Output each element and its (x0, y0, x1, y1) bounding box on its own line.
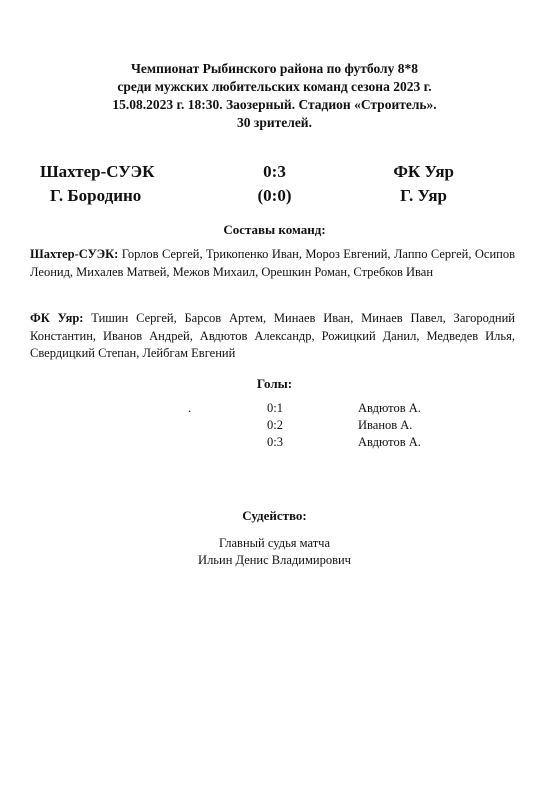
home-lineup-players: Горлов Сергей, Трикопенко Иван, Мороз Евгений, Лаппо Сергей, Осипов Леонид, Михалев Матвей, Межов Михаил, Орешкин Роман, Стребков Иван (30, 247, 515, 279)
referee-block (0, 535, 549, 569)
score-row-cities (0, 184, 549, 208)
goals-list (0, 400, 549, 451)
lineups-title: Составы команд: (223, 222, 326, 237)
referee-name: Ильин Денис Владимирович (198, 553, 351, 567)
championship-title: Чемпионат Рыбинского района по футболу 8*8 (130, 61, 418, 76)
championship-subtitle: среди мужских любительских команд сезона 2023 г. (117, 79, 432, 94)
home-lineup-label: Шахтер-СУЭК: (30, 247, 119, 261)
referee-role: Главный судья матча (218, 536, 330, 550)
away-team: ФК Уяр (393, 162, 454, 181)
goal-row (0, 434, 549, 451)
home-team: Шахтер-СУЭК (40, 162, 155, 181)
halftime-score: (0:0) (257, 186, 292, 205)
goal-scorer: Авдютов А. (358, 435, 421, 449)
goal-row (0, 417, 549, 434)
final-score: 0:3 (263, 162, 286, 181)
goal-score: 0:2 (267, 418, 283, 432)
away-lineup-label: ФК Уяр: (30, 311, 84, 325)
score-table (0, 160, 549, 208)
goals-title: Голы: (256, 376, 293, 391)
goal-score: 0:3 (267, 435, 283, 449)
match-date-venue: 15.08.2023 г. 18:30. Заозерный. Стадион «Строитель». (112, 97, 437, 112)
goal-scorer: Авдютов А. (358, 401, 421, 415)
away-city: Г. Уяр (400, 186, 447, 205)
away-lineup (30, 310, 515, 363)
home-lineup (30, 246, 515, 281)
attendance: 30 зрителей. (237, 115, 312, 130)
goal-row (0, 400, 549, 417)
score-row-teams (0, 160, 549, 184)
goal-scorer: Иванов А. (358, 418, 413, 432)
match-header (0, 60, 549, 132)
referee-title: Судейство: (242, 508, 307, 523)
goal-time: . (188, 401, 192, 415)
away-lineup-players: Тишин Сергей, Барсов Артем, Минаев Иван, Минаев Павел, Загородний Константин, Иванов Андрей, Авдютов Александр, Рожицкий Данил, Медведев Илья, Свердицкий Степан, Лейбгам Евгений (30, 311, 515, 360)
goal-score: 0:1 (267, 401, 283, 415)
home-city: Г. Бородино (50, 186, 142, 205)
